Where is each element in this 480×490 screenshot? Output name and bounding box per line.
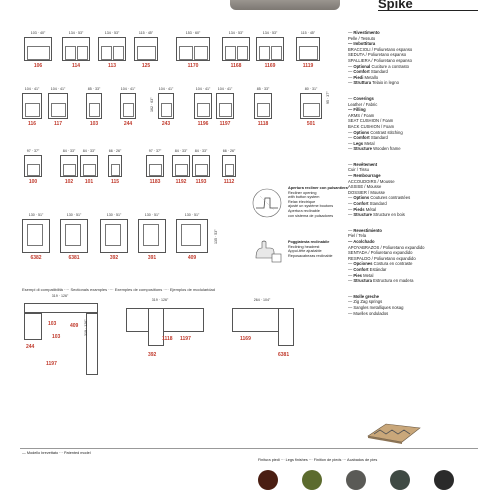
- spec-section-es: [348, 228, 476, 284]
- spec-line: — Structure Wooden frame: [348, 146, 401, 152]
- module-plan: [300, 93, 322, 119]
- module-dimension: 104 · 41": [24, 87, 40, 91]
- spec-label: Optional: [353, 63, 371, 69]
- module-dimension: 130 · 51": [66, 213, 82, 217]
- module-plan: [22, 93, 42, 119]
- spec-value: Contrast stitching: [370, 129, 403, 135]
- module-code: 102: [64, 179, 74, 185]
- module-code: 115: [110, 179, 120, 185]
- spec-label: Options: [353, 129, 370, 135]
- spec-value: Estándar: [369, 266, 387, 272]
- module-code: 409: [187, 255, 197, 261]
- header-rule: [378, 10, 478, 11]
- module-code: 244: [123, 121, 133, 127]
- module-code: 1118: [257, 121, 269, 127]
- module-plan: [86, 93, 102, 119]
- module-plan: [192, 155, 210, 177]
- module-dimension: 85 · 33": [256, 87, 270, 91]
- module-plan: [194, 93, 212, 119]
- spec-line: — Options Contrast stitching: [348, 129, 403, 135]
- example-2-body: [126, 308, 204, 332]
- seat-cushion: [65, 46, 76, 59]
- spec-head-text: Revêtement: [353, 161, 378, 167]
- seat-cushion: [51, 103, 66, 117]
- module-dimension: 130 · 51": [144, 213, 160, 217]
- spec-head-text: Revestimiento: [353, 227, 382, 233]
- spec-line: BACK CUSHION / Foam: [348, 123, 395, 129]
- springs-photo: [366, 420, 422, 444]
- example-3-chaise: [278, 308, 294, 346]
- spec-line: — Opciones Costura en contraste: [348, 261, 413, 267]
- example-2-code: 1197: [180, 336, 191, 342]
- seat-cushion: [179, 46, 193, 59]
- leg-finish-swatch: [302, 470, 322, 490]
- headrest-note-line: Appui-tête ajustable: [288, 249, 322, 254]
- module-plan: [222, 37, 250, 61]
- spec-dash: —: [348, 161, 354, 167]
- spec-label: Legs: [353, 140, 364, 146]
- module-dimension: 84 · 33": [62, 149, 76, 153]
- seat-cushion: [137, 46, 156, 59]
- module-code: 100: [28, 179, 38, 185]
- leg-finish-swatch: [258, 470, 278, 490]
- module-dimension: 104 · 41": [195, 87, 211, 91]
- example-1-left-block: [24, 313, 42, 340]
- spec-line: — Rembourrage: [348, 173, 381, 179]
- module-dimension: 104 · 41": [158, 87, 174, 91]
- module-code: 391: [147, 255, 157, 261]
- module-dimension: 103 · 40": [30, 31, 46, 35]
- module-plan: [216, 93, 234, 119]
- headrest-note: [288, 240, 348, 258]
- seat-cushion: [113, 46, 124, 59]
- leg-finish-swatch: [390, 470, 410, 490]
- module-code: 1112: [223, 179, 235, 185]
- seat-cushion: [77, 46, 88, 59]
- module-plan: [256, 37, 284, 61]
- module-code: 1168: [230, 63, 242, 69]
- module-dimension: 130 · 51": [28, 213, 44, 217]
- example-1-code: 409: [70, 323, 79, 329]
- module-plan: [60, 219, 88, 253]
- spec-dash: —: [348, 95, 354, 101]
- spec-line: — Muelles ondulados: [348, 310, 389, 316]
- recliner-note-line: Recliner opening: [288, 190, 317, 195]
- module-side-dimension: 162 · 63": [150, 97, 154, 112]
- spec-section-fr: [348, 162, 476, 218]
- spec-line: SEDUTA / Poliuretano espanso: [348, 52, 407, 58]
- example-3-width: 264 · 104": [253, 298, 271, 302]
- module-dimension: 66 · 26": [222, 149, 236, 153]
- seat-cushion: [27, 46, 50, 59]
- recliner-note-line: con sistema de pulsadores: [288, 213, 334, 218]
- spec-line: — Zig Zag springs: [348, 299, 383, 305]
- spec-line: DOSSIER / Mousse: [348, 189, 386, 195]
- module-code: 392: [109, 255, 119, 261]
- spec-line: Cuir / Tissu: [348, 167, 369, 173]
- module-code: 116: [27, 121, 37, 127]
- spec-label: Structure: [353, 146, 372, 152]
- spec-line: — Sangles metalliques nosag: [348, 304, 404, 310]
- spec-line: — Options Coutures contrastées: [348, 195, 411, 201]
- module-dimension: 134 · 53": [228, 31, 244, 35]
- spec-line: Pelle / Tessuto: [348, 35, 376, 41]
- module-dimension: 84 · 33": [174, 149, 188, 153]
- module-code: 114: [71, 63, 81, 69]
- spec-head-text: Molle greche: [353, 293, 379, 299]
- spec-line: Piel / Tela: [348, 233, 367, 239]
- seat-cushion: [63, 164, 76, 176]
- module-dimension: 104 · 41": [50, 87, 66, 91]
- seat-cushion: [101, 46, 112, 59]
- spec-line: SEAT CUSHION / Foam: [348, 118, 394, 124]
- headrest-note-line: Reclining headrest: [288, 244, 320, 249]
- spec-value: Standard: [370, 135, 388, 141]
- spec-sidebar: [348, 30, 476, 316]
- module-plan: [22, 219, 50, 253]
- spec-head-text: Coverings: [353, 95, 374, 101]
- module-plan: [296, 37, 320, 61]
- module-plan: [176, 219, 208, 253]
- spec-line: — Structure Structure en bois: [348, 212, 405, 218]
- module-plan: [254, 93, 272, 119]
- module-dimension: 130 · 51": [106, 213, 122, 217]
- example-1-code: 103: [48, 321, 57, 327]
- seat-cushion: [225, 164, 234, 176]
- corner-seat: [105, 224, 121, 246]
- recliner-note-line: ajusté un système boutons: [288, 204, 334, 209]
- example-2-code: 1118: [162, 336, 173, 342]
- module-code: 1169: [264, 63, 276, 69]
- module-side-dimension: 95 · 37": [326, 91, 330, 104]
- spec-line: ARMS / Foam: [348, 112, 375, 118]
- spec-label: Comfort: [353, 135, 370, 141]
- module-code: 103: [89, 121, 99, 127]
- module-plan: [176, 37, 210, 61]
- spec-value: Standard: [370, 69, 388, 75]
- module-code: 6381: [68, 255, 80, 261]
- module-plan: [24, 37, 52, 61]
- spec-line: — Imbottitura: [348, 41, 376, 47]
- headrest-note-line: Reposacabezas reclinable: [288, 253, 333, 258]
- module-code: 243: [161, 121, 171, 127]
- example-1-code: 1197: [46, 361, 57, 367]
- module-plan: [138, 219, 166, 253]
- module-dimension: 115 · 45": [300, 31, 316, 35]
- module-dimension: 97 · 37": [148, 149, 162, 153]
- spec-label: Confort: [353, 201, 369, 207]
- spec-value: Costura en contraste: [373, 261, 413, 267]
- examples-title: Esempi di compatibilità ···· Sectionals examples ···· Exemples de compositions ···· Ejemplos de modularidad: [22, 287, 215, 292]
- spec-section-en: [348, 96, 476, 152]
- header-photo-strip: [230, 0, 340, 10]
- seat-cushion: [194, 46, 208, 59]
- spec-sub: Rembourrage: [353, 173, 381, 179]
- module-code: 501: [306, 121, 316, 127]
- spec-value: Structure en bois: [373, 212, 405, 218]
- seat-cushion: [149, 164, 162, 176]
- spec-value: Metal: [363, 272, 374, 278]
- module-dimension: 134 · 53": [262, 31, 278, 35]
- module-dimension: 85 · 33": [87, 87, 101, 91]
- patent-legend: [22, 451, 91, 456]
- spec-value: Wooden frame: [373, 146, 401, 152]
- module-code: 125: [141, 63, 151, 69]
- spec-line: — Comfort Standard: [348, 69, 388, 75]
- seat-cushion: [271, 46, 282, 59]
- spec-line: — Pieds Métal: [348, 206, 376, 212]
- spec-label: Structure: [353, 212, 372, 218]
- module-plan: [146, 155, 164, 177]
- module-code: 1170: [187, 63, 199, 69]
- spec-label: Pieds: [353, 206, 365, 212]
- spec-label: Structura: [353, 278, 372, 284]
- module-dimension: 80 · 31": [304, 87, 318, 91]
- recliner-note-title: Apertura recliner con pulsantiera: [288, 186, 348, 190]
- spec-label: Piedi: [353, 74, 364, 80]
- seat-cushion: [123, 103, 134, 117]
- recliner-diagram-icon: [250, 186, 284, 220]
- example-2-code: 392: [148, 352, 157, 358]
- example-3-code: 1169: [240, 336, 251, 342]
- module-dimension: 104 · 41": [120, 87, 136, 91]
- seat-cushion: [89, 103, 100, 117]
- seat-cushion: [27, 164, 40, 176]
- module-code: 1183: [149, 179, 161, 185]
- spec-line: BRACCIOLI / Poliuretano espanso: [348, 46, 413, 52]
- module-plan: [24, 155, 42, 177]
- spec-line: — Confort Standard: [348, 201, 387, 207]
- module-dimension: 130 · 51": [184, 213, 200, 217]
- module-code: 1193: [195, 179, 207, 185]
- module-plan: [158, 93, 174, 119]
- spec-value: Sangles metalliques nosag: [353, 304, 404, 310]
- corner-seat: [27, 224, 43, 246]
- spec-value: Telaio in legno: [372, 80, 399, 86]
- module-plan: [108, 155, 122, 177]
- recliner-note-line: with button system: [288, 195, 320, 200]
- module-code: 1119: [302, 63, 314, 69]
- module-dimension: 84 · 33": [194, 149, 208, 153]
- spec-line: — Comfort Standard: [348, 135, 388, 141]
- spec-value: Standard: [369, 201, 387, 207]
- spec-value: Muelles ondulados: [353, 310, 389, 316]
- spec-line: — Acolchado: [348, 239, 375, 244]
- module-side-dimension: 135 · 53": [214, 229, 218, 244]
- module-plan: [48, 93, 68, 119]
- spec-springs: [348, 294, 476, 316]
- spec-value: Zig Zag springs: [353, 299, 383, 305]
- corner-seat: [65, 224, 81, 246]
- recliner-note: [288, 186, 348, 218]
- example-1-height: 319 · 126": [84, 319, 88, 336]
- module-dimension: 134 · 53": [104, 31, 120, 35]
- module-plan: [222, 155, 236, 177]
- spec-line: — Pies Metal: [348, 272, 374, 278]
- spec-line: — Legs Metal: [348, 140, 375, 146]
- product-title: Spike: [378, 0, 413, 11]
- footer-rule: [20, 448, 478, 449]
- spec-label: Options: [353, 195, 370, 201]
- spec-value: Metal: [364, 140, 375, 146]
- spec-line: — Struttura Telaio in legno: [348, 80, 399, 86]
- module-dimension: 104 · 41": [217, 87, 233, 91]
- module-plan: [98, 37, 126, 61]
- seat-cushion: [83, 164, 96, 176]
- seat-cushion: [303, 103, 320, 117]
- seat-cushion: [219, 103, 232, 117]
- seat-cushion: [237, 46, 248, 59]
- spec-value: Metallo: [364, 74, 379, 80]
- module-dimension: 115 · 45": [138, 31, 154, 35]
- example-2-width: 319 · 126": [151, 298, 169, 302]
- seat-cushion: [161, 103, 172, 117]
- module-plan: [100, 219, 128, 253]
- seat-cushion: [225, 46, 236, 59]
- finish-title: Finitura piedi ··· Legs finishes ··· Finition de pieds ··· Acabados de pies: [258, 458, 378, 462]
- spec-label: Struttura: [353, 80, 372, 86]
- module-code: 113: [107, 63, 117, 69]
- example-1-code: 244: [26, 344, 35, 350]
- spec-sub: Filling: [353, 107, 366, 113]
- spec-value: Coutures contrastées: [370, 195, 411, 201]
- seat-cushion: [195, 164, 208, 176]
- module-plan: [134, 37, 158, 61]
- spec-label: Pies: [353, 272, 362, 278]
- module-plan: [172, 155, 190, 177]
- module-code: 101: [84, 179, 94, 185]
- spec-label: Opciones: [353, 261, 373, 267]
- module-plan: [60, 155, 78, 177]
- example-1-top-bar: [24, 303, 98, 313]
- spec-section-head: — Molle greche: [348, 293, 379, 299]
- module-code: 106: [33, 63, 43, 69]
- module-dimension: 153 · 60": [185, 31, 201, 35]
- spec-line: SENTADA / Poliuretano expandido: [348, 250, 413, 256]
- spec-line: RESPALDO / Poliuretano expandido: [348, 255, 416, 261]
- example-1-width: 319 · 126": [51, 294, 69, 298]
- module-plan: [62, 37, 90, 61]
- spec-line: — Piedi Metallo: [348, 74, 379, 80]
- spec-sub: Acolchado: [353, 239, 375, 244]
- leg-finish-swatch: [434, 470, 454, 490]
- recliner-note-line: Relax électrique: [288, 199, 316, 204]
- module-code: 1196: [197, 121, 209, 127]
- seat-cushion: [257, 103, 270, 117]
- module-dimension: 84 · 33": [82, 149, 96, 153]
- module-code: 1192: [175, 179, 187, 185]
- spec-line: — Structura Estructura en madera: [348, 278, 414, 284]
- legend-text: Modello brevettato ··· Patented model: [26, 451, 91, 455]
- spec-line: SPALLIERA / Poliuretano espanso: [348, 57, 412, 63]
- module-dimension: 134 · 53": [68, 31, 84, 35]
- corner-seat: [181, 224, 201, 246]
- module-code: 6382: [30, 255, 42, 261]
- module-code: 1197: [219, 121, 231, 127]
- headrest-note-title: Poggiatesta reclinabile: [288, 240, 330, 244]
- example-3-code: 6381: [278, 352, 290, 358]
- spec-line: Leather / Fabric: [348, 101, 378, 107]
- corner-seat: [143, 224, 159, 246]
- spec-value: Métal: [365, 206, 376, 212]
- seat-cushion: [175, 164, 188, 176]
- legend-dash: —: [22, 451, 27, 455]
- module-plan: [120, 93, 136, 119]
- spec-line: APOYABRAZOS / Poliuretano expandido: [348, 244, 425, 250]
- module-plan: [80, 155, 98, 177]
- spec-line: — Confort Estándar: [348, 266, 387, 272]
- module-dimension: 97 · 37": [26, 149, 40, 153]
- spec-value: Cuciture a contrasto: [371, 63, 409, 69]
- seat-cushion: [299, 46, 318, 59]
- spec-line: — Optional Cuciture a contrasto: [348, 63, 409, 69]
- headrest-hand-icon: [252, 238, 282, 264]
- seat-cushion: [197, 103, 210, 117]
- spec-head-text: Rivestimento: [353, 30, 380, 35]
- module-code: 117: [53, 121, 63, 127]
- spec-dash: —: [348, 30, 354, 35]
- spec-label: Comfort: [353, 69, 370, 75]
- example-1-code: 103: [52, 334, 61, 340]
- spec-section-it: [348, 30, 476, 86]
- seat-cushion: [259, 46, 270, 59]
- seat-cushion: [25, 103, 40, 117]
- module-dimension: 66 · 26": [108, 149, 122, 153]
- spec-sub: Imbottitura: [353, 41, 376, 47]
- spec-line: ACCOUDOIRS / Mousse: [348, 178, 395, 184]
- spec-value: Estructura en madera: [373, 278, 414, 284]
- spec-line: ASSISE / Mousse: [348, 184, 382, 190]
- spec-label: Confort: [353, 266, 369, 272]
- spec-dash: —: [348, 227, 354, 233]
- spec-line: — Filling: [348, 107, 366, 113]
- leg-finish-swatch: [346, 470, 366, 490]
- seat-cushion: [111, 164, 120, 176]
- recliner-note-line: Apertura reclinable: [288, 208, 320, 213]
